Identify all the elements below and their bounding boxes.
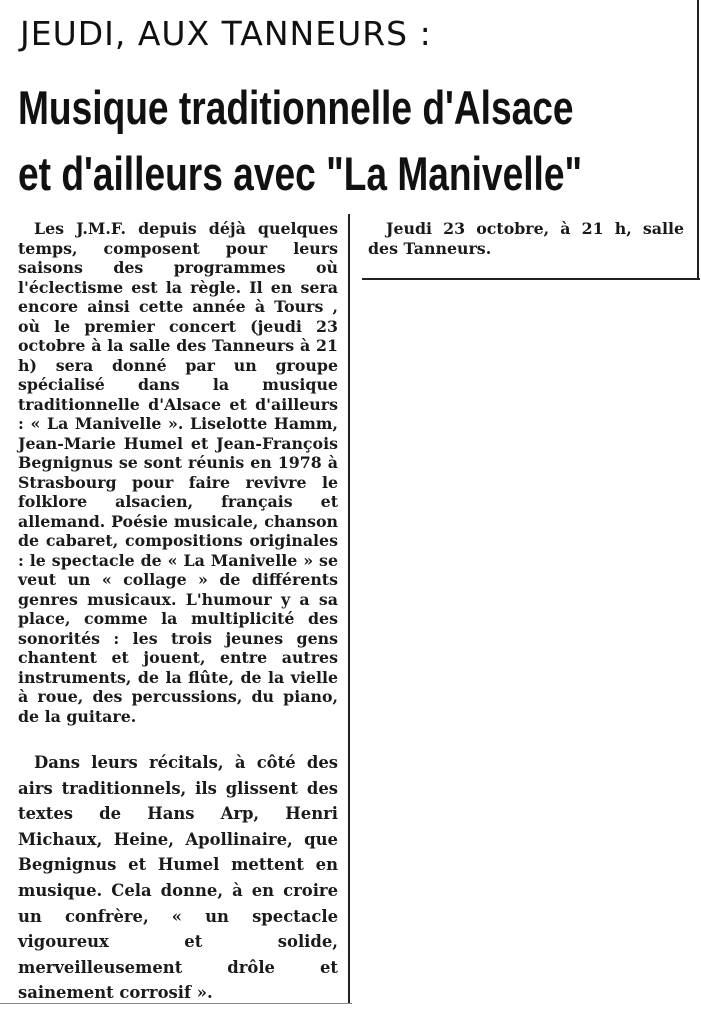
right-column-bottom-rule xyxy=(362,278,700,280)
event-info-column xyxy=(368,219,684,258)
body-paragraph-1: Les J.M.F. depuis déjà quelques temps, composent pour leurs saisons des programmes où l'éclectisme est la règle. Il en sera encore ainsi cette année à Tours , où le premier concert (jeudi 23 octobre à la salle des Tanneurs à 21 h) sera donné par un groupe spécialisé dans la musique traditionnelle d'Alsace et d'ailleurs : « La Manivelle ». Liselotte Hamm, Jean-Marie Humel et Jean-François Begnignus se sont réunis en 1978 à Strasbourg pour faire revivre le folklore alsacien, français et allemand. Poésie musicale, chanson de cabaret, compositions originales : le spectacle de « La Manivelle » se veut un « collage » de différents genres musicaux. L'humour y a sa place, comme la multiplicité des sonorités : les trois jeunes gens chantent et jouent, entre autres instruments, de la flûte, de la vielle à roue, des percussions, du piano, de la guitare. xyxy=(18,219,338,726)
column-divider xyxy=(348,214,350,1004)
body-paragraph-2: Dans leurs récitals, à côté des airs traditionnels, ils glissent des textes de Hans Arp, Henri Michaux, Heine, Apollinaire, que Begnignus et Humel mettent en musique. Cela donne, à en croire un confrère, « un spectacle vigoureux et solide, merveilleusement drôle et sainement corrosif ». xyxy=(18,753,338,1003)
headline-line-2: et d'ailleurs avec "La Manivelle" xyxy=(18,147,583,200)
headline-line-1: Musique traditionnelle d'Alsace xyxy=(18,81,574,134)
event-info-line: Jeudi 23 octobre, à 21 h, salle des Tanneurs. xyxy=(368,219,684,258)
article-kicker: JEUDI, AUX TANNEURS : xyxy=(20,14,432,53)
frame-rule-right xyxy=(697,0,699,280)
article-body-column xyxy=(18,219,338,1006)
